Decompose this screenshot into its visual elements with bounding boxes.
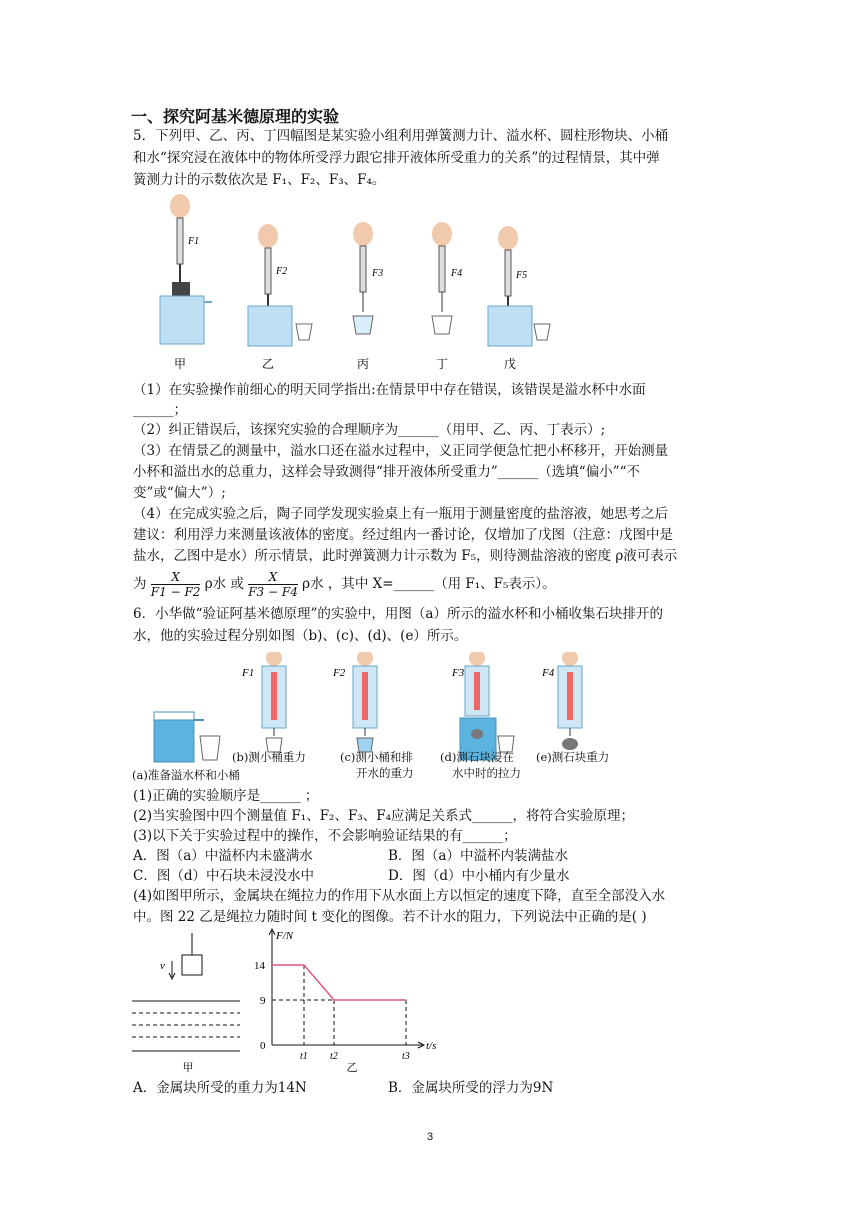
q5-sub-1a: （1）在实验操作前细心的明天同学指出:在情景甲中存在错误，该错误是溢水杯中水面 xyxy=(133,382,646,398)
fig-label-yi: 乙 xyxy=(261,357,275,371)
fig-d-gauge xyxy=(451,652,514,760)
formula-den-1: F1 − F2 xyxy=(150,585,201,599)
option-d: D．图（d）中小桶内有少量水 xyxy=(388,868,570,884)
q6-sub-3: (3)以下关于实验过程中的操作，不会影响验证结果的有______； xyxy=(133,828,517,844)
formula-rho-2: ρ水 xyxy=(302,576,324,592)
setup-ding xyxy=(432,222,462,334)
q6-line-2: 水，他的实验过程分别如图（b)、(c)、(d)、(e）所示。 xyxy=(133,628,468,644)
setup-wu xyxy=(488,226,550,346)
q5-experiment-figure xyxy=(150,190,560,380)
x-tick-t2: t2 xyxy=(330,1051,338,1062)
formula-fraction-2 xyxy=(248,570,298,599)
jia-diagram xyxy=(132,933,240,1074)
ft-graph xyxy=(254,929,436,1074)
y-axis-label: F/N xyxy=(276,930,294,942)
cap-c1: (c)测小桶和排 xyxy=(340,750,413,764)
force-label-f1: F1 xyxy=(188,236,200,247)
q6-force-f1: F1 xyxy=(242,667,255,679)
cap-d1: (d)测石块浸在 xyxy=(440,750,514,764)
formula-num-2: X xyxy=(248,570,298,585)
cap-e: (e)测石块重力 xyxy=(536,750,610,764)
page-number: 3 xyxy=(426,1131,434,1143)
q5-sub-3c: 变”或“偏大”）; xyxy=(133,485,226,501)
caption-jia: 甲 xyxy=(182,1062,194,1074)
force-label-f2: F2 xyxy=(276,266,288,277)
q5-sub-4a: （4）在完成实验之后，陶子同学发现实验桌上有一瓶用于测量密度的盐溶液，她思考之后 xyxy=(133,506,669,522)
formula-den-2: F3 − F4 xyxy=(248,585,298,599)
fig-c-gauge xyxy=(332,652,377,752)
option-b: B．图（a）中溢杯内装满盐水 xyxy=(388,848,568,864)
q5-formula-line xyxy=(133,566,556,602)
formula-or: 或 xyxy=(230,576,244,592)
fig-label-bing: 丙 xyxy=(356,357,370,371)
q5-sub-2: （2）纠正错误后，该探究实验的合理顺序为______（用甲、乙、丙、丁表示）; xyxy=(133,422,606,438)
fig-label-wu: 戊 xyxy=(503,357,517,371)
q5-sub-4c: 盐水，乙图中是水）所示情景，此时弹簧测力计示数为 F₅，则待测盐溶液的密度 ρ液可表示 xyxy=(133,548,678,564)
section-title: 一、探究阿基米德原理的实验 xyxy=(131,107,340,126)
q6-sub-2: (2)当实验图中四个测量值 F₁、F₂、F₃、F₄应满足关系式______，将符合实验原理； xyxy=(133,808,635,824)
option-c: C．图（d）中石块未浸没水中 xyxy=(133,868,314,884)
force-time-figure xyxy=(130,925,460,1075)
cap-d2: 水中时的拉力 xyxy=(452,766,521,780)
fig-e-gauge xyxy=(541,652,582,750)
formula-fraction-1 xyxy=(151,570,201,599)
setup-jia xyxy=(160,194,212,344)
q6-force-f3: F3 xyxy=(452,667,465,679)
final-option-b: B．金属块所受的浮力为9N xyxy=(388,1080,554,1096)
force-label-f3: F3 xyxy=(372,268,384,279)
x-tick-t1: t1 xyxy=(300,1051,308,1062)
y-tick-9: 9 xyxy=(260,995,266,1007)
q5-line-3: 簧测力计的示数依次是 F₁、F₂、F₃、F₄。 xyxy=(133,172,386,188)
q5-sub-1b: ______； xyxy=(133,402,187,418)
cap-a: (a)准备溢水杯和小桶 xyxy=(132,768,240,782)
q6-line-1: 6．小华做“验证阿基米德原理”的实验中，用图（a）所示的溢水杯和小桶收集石块排开的 xyxy=(133,606,663,622)
q6-sub-4b: 中。图 22 乙是绳拉力随时间 t 变化的图像。若不计水的阻力，下列说法中正确的是( ) xyxy=(133,909,647,925)
fig-label-jia: 甲 xyxy=(173,357,187,371)
setup-bing xyxy=(353,222,383,334)
q5-line-1: 5．下列甲、乙、丙、丁四幅图是某实验小组利用弹簧测力计、溢水杯、圆柱形物块、小桶 xyxy=(133,128,669,144)
q6-sub-1: (1)正确的实验顺序是______ ； xyxy=(133,788,319,804)
x-axis-label: t/s xyxy=(426,1040,437,1052)
force-line xyxy=(272,965,406,1000)
q6-force-f2: F2 xyxy=(333,667,346,679)
y-tick-0: 0 xyxy=(260,1040,266,1052)
caption-yi: 乙 xyxy=(346,1062,358,1074)
fig-b-gauge xyxy=(241,652,286,752)
q5-line-2: 和水“探究浸在液体中的物体所受浮力跟它排开液体所受重力的关系”的过程情景，其中弹 xyxy=(133,150,660,166)
y-tick-14: 14 xyxy=(254,960,265,972)
fig-a-overflow-cup xyxy=(154,712,220,762)
x-tick-t3: t3 xyxy=(402,1051,410,1062)
force-label-f5: F5 xyxy=(516,270,528,281)
v-label: v xyxy=(160,960,165,972)
setup-yi xyxy=(248,224,312,346)
cap-b: (b)测小桶重力 xyxy=(232,750,306,764)
formula-prefix: 为 xyxy=(133,576,147,592)
q6-force-f4: F4 xyxy=(542,667,555,679)
formula-suffix: ，其中 X=______（用 F₁、F₅表示）。 xyxy=(327,576,556,592)
cap-c2: 开水的重力 xyxy=(356,766,414,780)
force-label-f4: F4 xyxy=(451,268,463,279)
option-a: A．图（a）中溢杯内未盛满水 xyxy=(133,848,313,864)
q6-sub-4a: (4)如图甲所示，金属块在绳拉力的作用下从水面上方以恒定的速度下降，直至全部没入水 xyxy=(133,888,666,904)
final-option-a: A．金属块所受的重力为14N xyxy=(133,1080,307,1096)
formula-rho-1: ρ水 xyxy=(204,576,227,592)
formula-num-1: X xyxy=(151,570,201,585)
q5-sub-4b: 建议：利用浮力来测量该液体的密度。经过组内一番讨论，仅增加了戊图（注意：戊图中是 xyxy=(133,527,673,543)
q5-sub-3a: （3）在情景乙的测量中，溢水口还在溢水过程中，义正同学便急忙把小杯移开，开始测量 xyxy=(133,443,669,459)
fig-label-ding: 丁 xyxy=(435,357,449,371)
q5-sub-3b: 小杯和溢出水的总重力，这样会导致测得“排开液体所受重力”______（选填“偏小”“不 xyxy=(133,464,641,480)
